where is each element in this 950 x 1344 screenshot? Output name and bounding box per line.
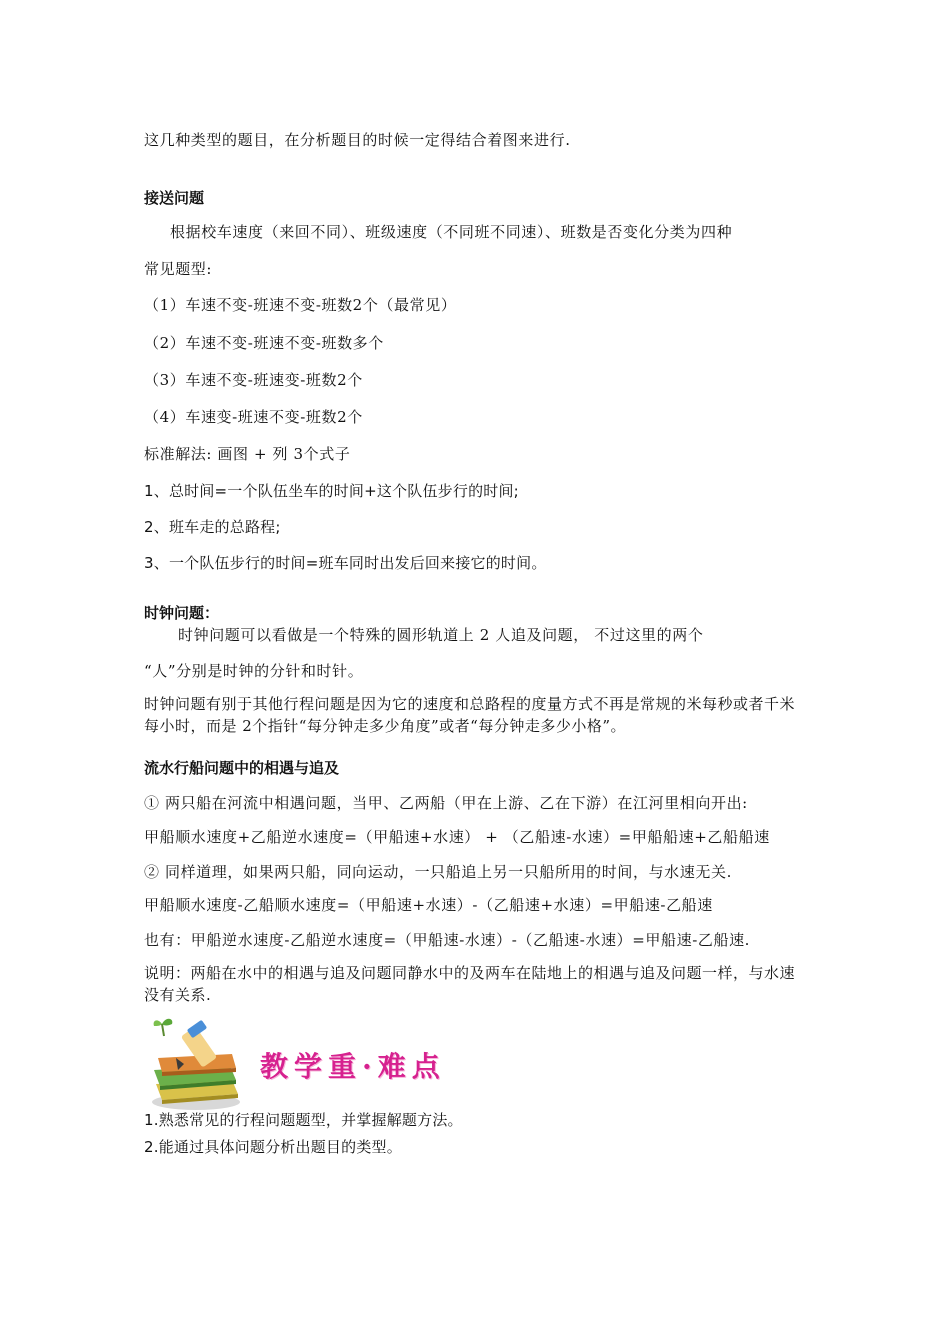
- shuttle-type-2: （2）车速不变-班速不变-班数多个: [144, 334, 384, 352]
- clock-line-1: 时钟问题可以看做是一个特殊的圆形轨道上 2 人追及问题， 不过这里的两个: [178, 626, 704, 644]
- boat-line-5: 也有：甲船逆水速度-乙船逆水速度=（甲船速-水速）-（乙船速-水速）=甲船速-乙船速.: [144, 931, 751, 949]
- clock-heading: 时钟问题：: [144, 604, 220, 622]
- shuttle-type-3: （3）车速不变-班速变-班数2个: [144, 371, 363, 389]
- boat-heading: 流水行船问题中的相遇与追及: [144, 759, 340, 777]
- shuttle-step-1: 1、总时间=一个队伍坐车的时间+这个队伍步行的时间;: [144, 482, 519, 500]
- shuttle-desc-line2: 常见题型:: [144, 260, 213, 278]
- key-point-1: 1.熟悉常见的行程问题题型，并掌握解题方法。: [144, 1111, 463, 1129]
- shuttle-method: 标准解法: 画图 + 列 3个式子: [144, 445, 351, 463]
- banner-title: 教学重·难点: [260, 1050, 446, 1083]
- shuttle-step-2: 2、班车走的总路程;: [144, 518, 281, 536]
- shuttle-type-1: （1）车速不变-班速不变-班数2个（最常见）: [144, 296, 457, 314]
- shuttle-type-4: （4）车速变-班速不变-班数2个: [144, 408, 363, 426]
- boat-note: 说明：两船在水中的相遇与追及问题同静水中的及两车在陆地上的相遇与追及问题一样，与水速没有关系.: [144, 964, 796, 1004]
- boat-line-1: ① 两只船在河流中相遇问题，当甲、乙两船（甲在上游、乙在下游）在江河里相向开出:: [144, 794, 748, 812]
- shuttle-step-3: 3、一个队伍步行的时间=班车同时出发后回来接它的时间。: [144, 554, 547, 572]
- clock-paragraph: 时钟问题有别于其他行程问题是因为它的速度和总路程的度量方式不再是常规的米每秒或者千米每小时，而是 2个指针“每分钟走多少角度”或者“每分钟走多少小格”。: [144, 695, 796, 735]
- boat-line-4: 甲船顺水速度-乙船顺水速度=（甲船速+水速）-（乙船速+水速）=甲船速-乙船速: [144, 896, 713, 914]
- clock-line-2: “人”分别是时钟的分针和时针。: [144, 662, 364, 680]
- key-point-2: 2.能通过具体问题分析出题目的类型。: [144, 1138, 402, 1156]
- boat-line-3: ② 同样道理，如果两只船，同向运动，一只船追上另一只船所用的时间，与水速无关.: [144, 863, 732, 881]
- shuttle-heading: 接送问题: [144, 189, 205, 207]
- intro-text: 这几种类型的题目，在分析题目的时候一定得结合着图来进行.: [144, 131, 571, 149]
- shuttle-desc-line1: 根据校车速度（来回不同）、班级速度（不同班不同速）、班数是否变化分类为四种: [170, 223, 733, 241]
- boat-line-2: 甲船顺水速度+乙船逆水速度=（甲船速+水速） + （乙船速-水速）=甲船船速+乙船船速: [144, 828, 770, 846]
